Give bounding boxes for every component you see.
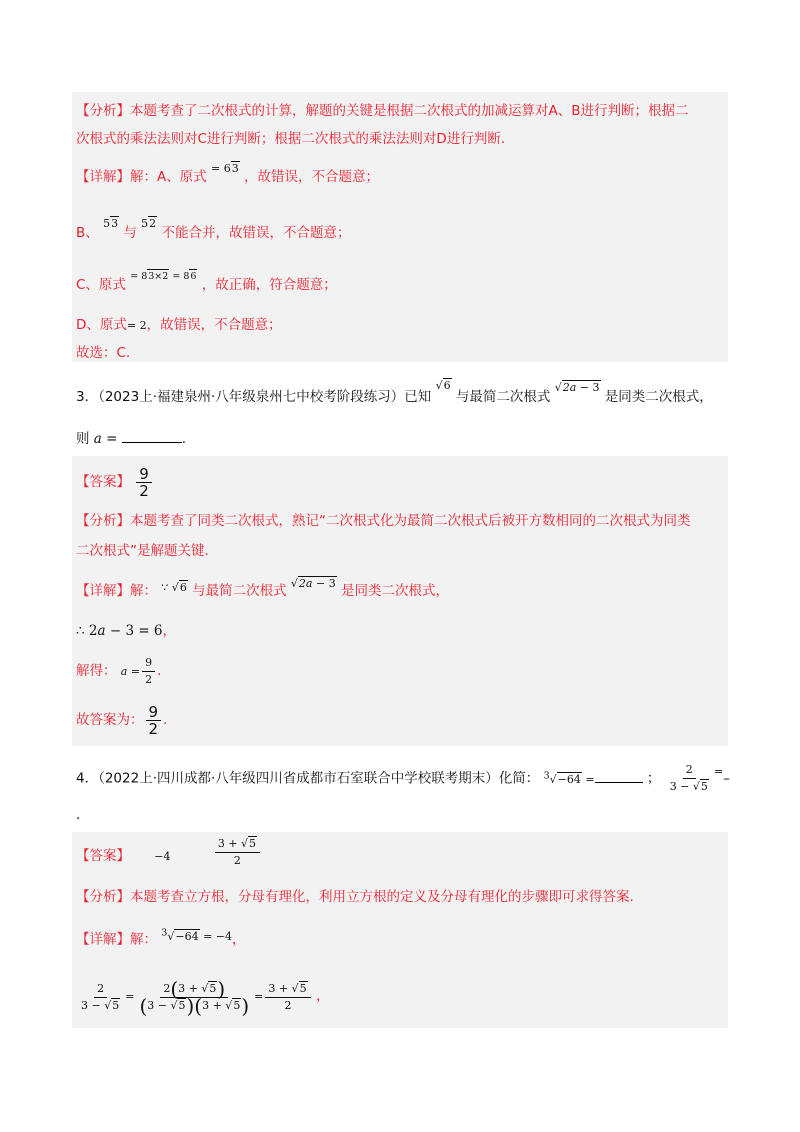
- detail-a-line: 【详解】解：A、原式 $^{= 63}$ ，故错误，不合题意；: [76, 162, 380, 185]
- question-3-blank-line: 则 a = .: [76, 431, 187, 447]
- solution-box-2: [72, 456, 728, 746]
- solve-fraction: $\frac{9}{2}$: [142, 655, 155, 688]
- question-4-dot: .: [76, 807, 81, 823]
- formula-d: = 2: [126, 319, 147, 332]
- analysis-line: 【分析】本题考查立方根，分母有理化，利用立方根的定义及分母有理化的步骤即可求得答案.: [76, 889, 634, 905]
- formula-rationalize-steps: $\frac{2}{3 - √5}$ = $\frac{2(3 + √5)}{(3 - √5)(3 + √5)}$ = $\frac{3 + √5}{2}$: [76, 990, 316, 1003]
- analysis-line: 【分析】本题考查了二次根式的计算，解题的关键是根据二次根式的加减运算对A、B进行判断；根据二: [76, 103, 689, 119]
- formula-sqrt6: √6: [435, 379, 451, 392]
- solve-line: 解得： a = $\frac{9}{2}$ .: [76, 655, 162, 686]
- answer-fraction: $\frac{9}{2}$: [136, 466, 152, 499]
- final-fraction: $\frac{9}{2}$: [146, 704, 162, 737]
- formula-cbrt-neg64: $^3$√−64 =: [543, 770, 595, 786]
- detail-line: 【详解】解： $^{\because √6}$ 与最简二次根式 $^{√2a - 3}$ 是同类二次根式，: [76, 577, 449, 599]
- detail-b-line: B、 $^{53}$ 与 $^{52}$ 不能合并，故错误，不合题意；: [76, 217, 351, 241]
- formula-equation: ∴ 2a − 3 = 6: [76, 623, 163, 639]
- answer-blank[interactable]: [122, 442, 182, 443]
- answer-line: 【答案】 −4 $\frac{3 + √5}{2}$: [76, 836, 262, 877]
- analysis-line: 次根式的乘法法则对C进行判断；根据二次根式的乘法法则对D进行判断.: [76, 131, 506, 147]
- question-4-stem: 4．（2022上·四川成都·八年级四川省成都市石室联合中学校联考期末）化简： $^3$√−64 = ； $\frac{2}{3 - √5}$ =–: [76, 763, 730, 794]
- formula-sqrt-2a-3: √2a − 3: [290, 577, 336, 590]
- answer-line: 【答案】 $\frac{9}{2}$: [76, 462, 154, 502]
- formula-a: = 63: [211, 162, 239, 175]
- formula-sqrt-2a-3: √2a − 3: [554, 381, 600, 394]
- final-answer-line: 故答案为： $\frac{9}{2}$ .: [76, 702, 168, 738]
- formula-c: = 83×2 = 86: [130, 271, 197, 282]
- question-3-stem: 3．（2023上·福建泉州·八年级泉州七中校考阶段练习）已知 $^{√6}$ 与最简二次根式 $^{√2a - 3}$ 是同类二次根式，: [76, 379, 713, 405]
- analysis-line: 二次根式”是解题关键.: [76, 543, 209, 559]
- detail-d-line: D、原式= 2，故错误，不合题意；: [76, 317, 282, 333]
- answer-blank-1[interactable]: [595, 782, 643, 783]
- choose-line: 故选：C.: [76, 345, 131, 361]
- rationalize-line: $\frac{2}{3 - √5}$ = $\frac{2(3 + √5)}{(3 - √5)(3 + √5)}$ = $\frac{3 + √5}{2}$ ，: [76, 970, 330, 1023]
- formula-b1: 53: [103, 217, 119, 230]
- step-line: ∴ 2a − 3 = 6，: [76, 623, 177, 639]
- formula-because-sqrt6: ∵ √6: [161, 581, 187, 594]
- formula-cbrt-result: 3√−64 = −4: [161, 927, 233, 943]
- answer-fraction: $\frac{3 + √5}{2}$: [215, 836, 260, 869]
- answer-neg4: −4: [154, 850, 171, 863]
- analysis-line: 【分析】本题考查了同类二次根式，熟记“二次根式化为最简二次根式后被开方数相同的二次根式为同类: [76, 513, 691, 529]
- detail-line: 【详解】解： $^{^3√-64 = -4}$，: [76, 927, 246, 948]
- detail-c-line: C、原式 $^{= 83\times 2 = 86}$ ，故正确，符合题意；: [76, 271, 337, 293]
- formula-rationalize: $\frac{2}{3 - √5}$: [669, 763, 708, 794]
- formula-b2: 52: [141, 217, 157, 230]
